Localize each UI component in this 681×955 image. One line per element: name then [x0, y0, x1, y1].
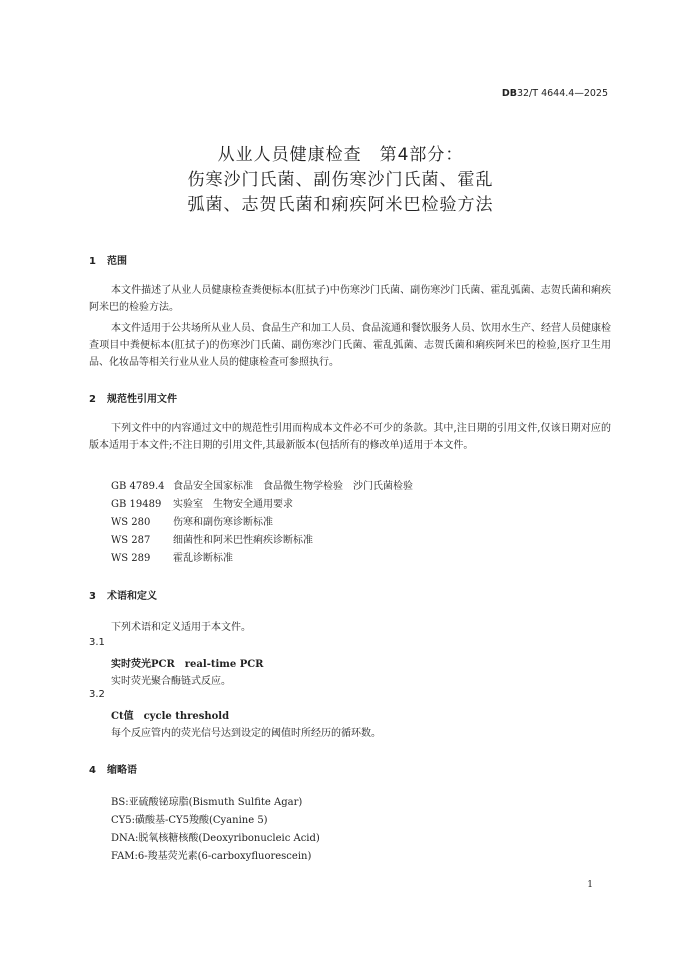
section-4-heading — [89, 761, 137, 776]
section-2-heading — [89, 390, 177, 405]
reference-code: WS 287 — [111, 535, 151, 546]
reference-title: 伤寒和副伤寒诊断标准 — [173, 517, 273, 528]
abbreviation-item: FAM:6-羧基荧光素(6-carboxyfluorescein) — [111, 851, 312, 862]
document-title — [60, 143, 621, 218]
reference-item — [111, 549, 233, 564]
section-number: 3 — [89, 591, 96, 602]
section-title: 范围 — [107, 256, 127, 267]
section-title: 术语和定义 — [107, 591, 157, 602]
term-number: 3.1 — [89, 637, 105, 648]
section-1-heading — [89, 252, 127, 267]
section-3-intro: 下列术语和定义适用于本文件。 — [111, 622, 251, 633]
reference-item — [111, 477, 413, 492]
section-title: 缩略语 — [107, 765, 137, 776]
section-number: 1 — [89, 256, 96, 267]
reference-title: 霍乱诊断标准 — [173, 553, 233, 564]
title-line-1: 从业人员健康检查 第4部分： — [217, 145, 464, 165]
abbreviation-item: CY5:磺酸基-CY5羧酸(Cyanine 5) — [111, 815, 268, 826]
section-2-intro: 下列文件中的内容通过文中的规范性引用而构成本文件必不可少的条款。其中,注日期的引用文件,仅该日期对应的版本适用于本文件;不注日期的引用文件,其最新版本(包括所有的修改单)适用于本文件。 — [89, 423, 611, 451]
term-number: 3.2 — [89, 689, 105, 700]
abbreviation-item: DNA:脱氧核糖核酸(Deoxyribonucleic Acid) — [111, 833, 320, 844]
section-1-paragraph-2: 本文件适用于公共场所从业人员、食品生产和加工人员、食品流通和餐饮服务人员、饮用水生产、经营人员健康检查项目中粪便标本(肛拭子)的伤寒沙门氏菌、副伤寒沙门氏菌、霍乱弧菌、志贺氏菌和痢疾阿米巴的检验,医疗卫生用品、化妆品等相关行业从业人员的健康检查可参照执行。 — [89, 323, 611, 368]
standard-code-prefix: DB — [501, 88, 517, 99]
term-name: Ct值 cycle threshold — [111, 711, 230, 722]
reference-code: WS 280 — [111, 517, 151, 528]
reference-title: 实验室 生物安全通用要求 — [173, 499, 293, 510]
page-number: 1 — [587, 880, 593, 890]
section-title: 规范性引用文件 — [107, 394, 177, 405]
term-definition: 每个反应管内的荧光信号达到设定的阈值时所经历的循环数。 — [111, 728, 381, 739]
standard-code — [502, 88, 608, 99]
section-number: 4 — [89, 765, 96, 776]
reference-code: GB 4789.4 — [111, 481, 165, 492]
term-name: 实时荧光PCR real-time PCR — [111, 659, 264, 670]
reference-item — [111, 531, 313, 546]
reference-code: GB 19489 — [111, 499, 162, 510]
reference-item — [111, 495, 293, 510]
section-number: 2 — [89, 394, 96, 405]
reference-title: 食品安全国家标准 食品微生物学检验 沙门氏菌检验 — [173, 481, 413, 492]
title-line-3: 弧菌、志贺氏菌和痢疾阿米巴检验方法 — [187, 195, 494, 215]
reference-title: 细菌性和阿米巴性痢疾诊断标准 — [173, 535, 313, 546]
section-1-paragraph-1: 本文件描述了从业人员健康检查粪便标本(肛拭子)中伤寒沙门氏菌、副伤寒沙门氏菌、霍乱弧菌、志贺氏菌和痢疾阿米巴的检验方法。 — [89, 285, 611, 313]
reference-item — [111, 513, 273, 528]
standard-code-number: 32/T 4644.4—2025 — [516, 88, 608, 99]
title-line-2: 伤寒沙门氏菌、副伤寒沙门氏菌、霍乱 — [187, 170, 494, 190]
section-3-heading — [89, 587, 157, 602]
reference-code: WS 289 — [111, 553, 151, 564]
abbreviation-item: BS:亚硫酸铋琼脂(Bismuth Sulfite Agar) — [111, 797, 303, 808]
term-definition: 实时荧光聚合酶链式反应。 — [111, 676, 231, 687]
